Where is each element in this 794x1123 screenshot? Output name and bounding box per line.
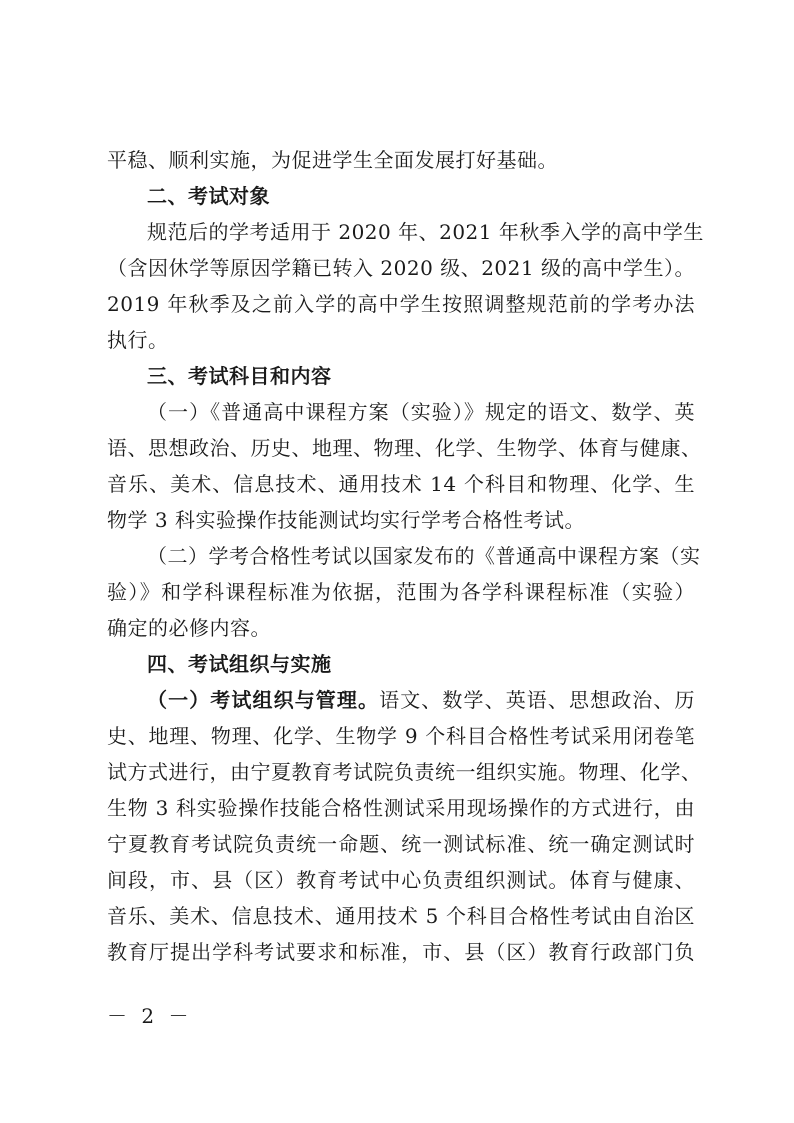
paragraph-line: （一）《普通高中课程方案（实验）》规定的语文、数学、英	[147, 400, 695, 424]
paragraph-line: 物学 3 科实验操作技能测试均实行学考合格性考试。	[107, 508, 585, 532]
paragraph-line: 宁夏教育考试院负责统一命题、统一测试标准、统一确定测试时	[107, 832, 695, 856]
paragraph-line: 音乐、美术、信息技术、通用技术 14 个科目和物理、化学、生	[107, 472, 695, 496]
paragraph-line: 验）》和学科课程标准为依据，范围为各学科课程标准（实验）	[107, 580, 695, 604]
page-number: － 2 －	[107, 1004, 193, 1028]
paragraph-line: （含因休学等原因学籍已转入 2020 级、2021 级的高中学生）。	[107, 256, 695, 280]
paragraph-line: 试方式进行，由宁夏教育考试院负责统一组织实施。物理、化学、	[107, 760, 702, 784]
paragraph-line: 平稳、顺利实施，为促进学生全面发展打好基础。	[107, 148, 558, 172]
paragraph-line	[107, 682, 695, 718]
paragraph-line: 执行。	[107, 328, 169, 352]
subsection-lead: （一）考试组织与管理。	[147, 688, 380, 712]
paragraph-line: （二）学考合格性考试以国家发布的《普通高中课程方案（实	[147, 544, 701, 568]
document-body	[107, 142, 704, 970]
paragraph-line: 间段，市、县（区）教育考试中心负责组织测试。体育与健康、	[107, 868, 695, 892]
paragraph-line: 规范后的学考适用于 2020 年、2021 年秋季入学的高中学生	[147, 220, 704, 244]
paragraph-line: 史、地理、物理、化学、生物学 9 个科目合格性考试采用闭卷笔	[107, 724, 695, 748]
section-heading-subjects: 三、考试科目和内容	[147, 364, 332, 388]
section-heading-organization: 四、考试组织与实施	[147, 652, 332, 676]
paragraph-line: 确定的必修内容。	[107, 616, 271, 640]
paragraph-line: 音乐、美术、信息技术、通用技术 5 个科目合格性考试由自治区	[107, 904, 695, 928]
paragraph-line: 语、思想政治、历史、地理、物理、化学、生物学、体育与健康、	[107, 436, 702, 460]
paragraph-text: 语文、数学、英语、思想政治、历	[379, 688, 696, 712]
section-heading-exam-target: 二、考试对象	[147, 184, 270, 208]
paragraph-line: 教育厅提出学科考试要求和标准，市、县（区）教育行政部门负	[107, 940, 695, 964]
paragraph-line: 生物 3 科实验操作技能合格性测试采用现场操作的方式进行，由	[107, 796, 695, 820]
paragraph-line: 2019 年秋季及之前入学的高中学生按照调整规范前的学考办法	[107, 292, 695, 316]
